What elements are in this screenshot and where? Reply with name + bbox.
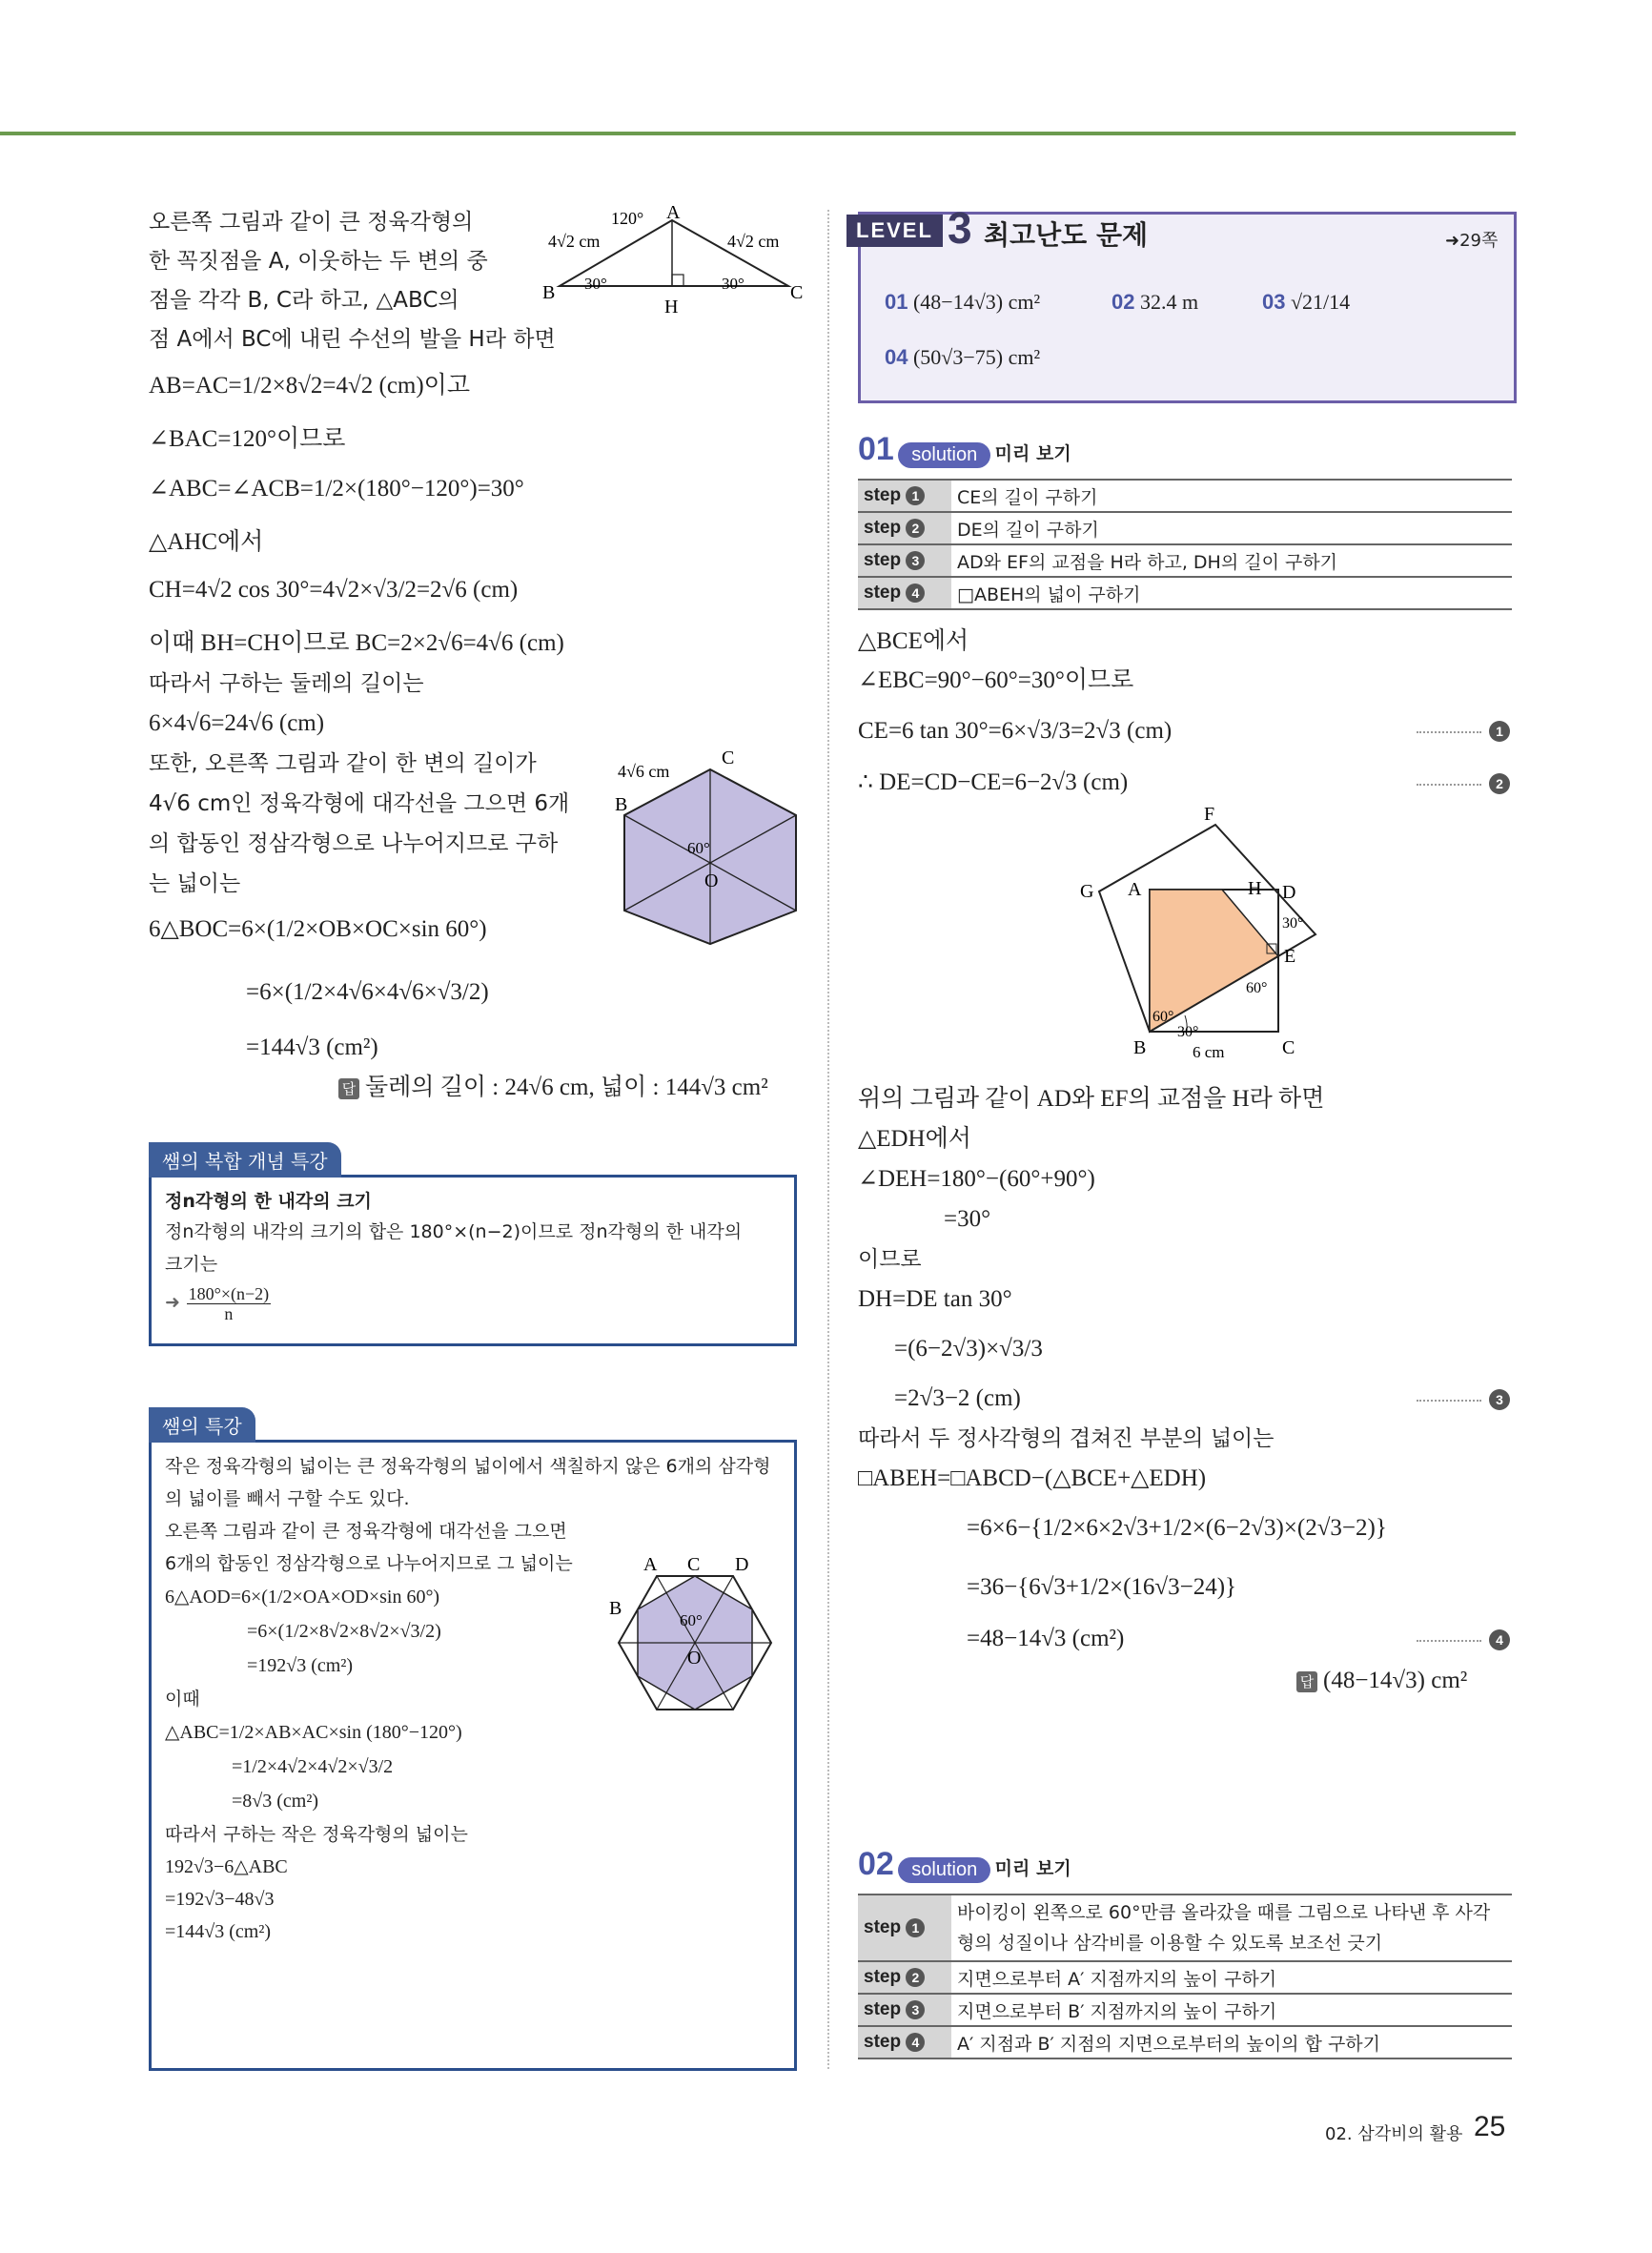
label-c: C	[687, 1557, 701, 1575]
callout-eq: =144√3 (cm²)	[165, 1921, 272, 1942]
callout-eq: 이때	[165, 1689, 200, 1710]
label-angle-30b: 30°	[1177, 1024, 1199, 1040]
eq-perimeter: 6×4√6=24√6 (cm)	[149, 710, 325, 736]
sol1-line2: ∠DEH=180°−(60°+90°)	[858, 1166, 1095, 1192]
hexagon-figure	[615, 748, 806, 949]
callout-eq: =192√3 (cm²)	[247, 1655, 354, 1676]
label-b: B	[542, 282, 556, 303]
level-title: 최고난도 문제	[984, 219, 1149, 251]
sol1-line2: =48−14√3 (cm²)	[967, 1626, 1125, 1651]
intro-line: 한 꼭짓점을 A, 이웃하는 두 변의 중	[149, 249, 488, 274]
sol1-steps	[858, 479, 1512, 610]
label-side: 6 cm	[1193, 1043, 1225, 1061]
callout-formula	[165, 1284, 781, 1323]
label-side-right: 4√2 cm	[727, 232, 780, 251]
callout-eq: =1/2×4√2×4√2×√3/2	[232, 1756, 394, 1777]
frac-num: 180°×(n−2)	[188, 1284, 270, 1303]
callout-body: 정n각형의 내각의 크기의 합은 180°×(n−2)이므로 정n각형의 한 내각의	[165, 1221, 743, 1242]
label-side: 4√6 cm	[618, 762, 670, 781]
answer-03: 03 √21/14	[1262, 290, 1351, 314]
label-b: B	[609, 1598, 622, 1619]
arrow-icon: ➜	[1445, 231, 1460, 251]
callout-title: 정n각형의 한 내각의 크기	[165, 1191, 372, 1212]
squares-figure	[1044, 806, 1330, 1063]
label-angle-30-b: 30°	[584, 275, 607, 293]
intro-line: 점 A에서 BC에 내린 수선의 발을 H라 하면	[149, 327, 556, 352]
callout-eq: △ABC=1/2×AB×AC×sin (180°−120°)	[165, 1722, 462, 1743]
callout-tab: 쌤의 특강	[149, 1407, 255, 1443]
eq-area-1: 6△BOC=6×(1/2×OB×OC×sin 60°)	[149, 916, 487, 942]
callout-body: 의 넓이를 빼서 구할 수도 있다.	[165, 1488, 410, 1509]
eq-area-2: =6×(1/2×4√6×4√6×√3/2)	[246, 979, 489, 1005]
intro2-line: 는 넓이는	[149, 871, 241, 896]
eq-area-3: =144√3 (cm²)	[246, 1034, 378, 1060]
step-row: step 1 바이킹이 왼쪽으로 60°만큼 올라갔을 때를 그림으로 나타낸 후 사각형의 성질이나 삼각비를 이용할 수 있도록 보조선 긋기	[858, 1895, 1512, 1961]
step-row: step 3 지면으로부터 B′ 지점까지의 높이 구하기	[858, 1994, 1512, 2026]
label-angle: 60°	[687, 839, 710, 857]
eq-perimeter-intro: 따라서 구하는 둘레의 길이는	[149, 671, 424, 696]
level-number: 3	[948, 203, 972, 253]
label-c: C	[722, 748, 735, 768]
callout-body: 오른쪽 그림과 같이 큰 정육각형에 대각선을 그으면	[165, 1521, 567, 1542]
sol2-steps	[858, 1894, 1512, 2059]
sol1-line2: =30°	[944, 1206, 991, 1232]
page-number: 25	[1474, 2111, 1506, 2142]
callout-eq: =8√3 (cm²)	[232, 1791, 319, 1812]
sol1-line2: =6×6−{1/2×6×2√3+1/2×(6−2√3)×(2√3−2)}	[967, 1515, 1387, 1541]
label-c: C	[790, 282, 804, 303]
answer-mark-icon: 답	[338, 1078, 359, 1099]
answer-02: 02 32.4 m	[1112, 290, 1199, 314]
column-divider	[827, 210, 829, 2069]
step-row: step 3 AD와 EF의 교점을 H라 하고, DH의 길이 구하기	[858, 544, 1512, 577]
label-a: A	[643, 1557, 658, 1575]
eq-ch: CH=4√2 cos 30°=4√2×√3/2=2√6 (cm)	[149, 577, 519, 603]
label-e: E	[1284, 946, 1296, 967]
right-angle-mark	[672, 275, 683, 286]
sol1-line2: □ABEH=□ABCD−(△BCE+△EDH)	[858, 1465, 1207, 1491]
answer-01: 01 (48−14√3) cm²	[885, 290, 1041, 314]
sol1-line2: =36−{6√3+1/2×(16√3−24)}	[967, 1574, 1237, 1600]
callout-eq: =6×(1/2×8√2×8√2×√3/2)	[247, 1621, 441, 1642]
eq-abc: ∠ABC=∠ACB=1/2×(180°−120°)=30°	[149, 476, 524, 502]
callout-special	[149, 1407, 797, 2071]
sol1-line2: DH=DE tan 30°	[858, 1286, 1012, 1312]
callout-eq: 6△AOD=6×(1/2×OA×OD×sin 60°)	[165, 1587, 440, 1608]
label-angle-30: 30°	[1282, 915, 1304, 932]
intro2-line: 또한, 오른쪽 그림과 같이 한 변의 길이가	[149, 751, 537, 776]
answer-04: 04 (50√3−75) cm²	[885, 345, 1041, 369]
marker-1: 1	[1489, 721, 1510, 742]
marker-4: 4	[1489, 1629, 1510, 1650]
callout-eq: 따라서 구하는 작은 정육각형의 넓이는	[165, 1824, 468, 1845]
label-angle-120: 120°	[611, 209, 644, 228]
step-row: step 1 CE의 길이 구하기	[858, 480, 1512, 512]
step-row: step 2 지면으로부터 A′ 지점까지의 높이 구하기	[858, 1961, 1512, 1994]
intro-line: 점을 각각 B, C라 하고, △ABC의	[149, 288, 459, 313]
marker-2: 2	[1489, 773, 1510, 794]
label-a: A	[666, 205, 681, 223]
eq-bac: ∠BAC=120°이므로	[149, 426, 346, 452]
page-ref: ➜29쪽	[1445, 231, 1499, 251]
frac-den: n	[224, 1304, 234, 1323]
label-b: B	[615, 794, 628, 815]
label-d: D	[1282, 882, 1296, 903]
sol1-line2: △EDH에서	[858, 1126, 971, 1152]
label-o: O	[687, 1648, 702, 1669]
sol1-line2: 위의 그림과 같이 AD와 EF의 교점을 H라 하면	[858, 1086, 1325, 1112]
sol1-answer: 답 (48−14√3) cm²	[1296, 1665, 1467, 1697]
footer-chapter: 02. 삼각비의 활용	[1325, 2124, 1463, 2144]
callout-concept	[149, 1142, 797, 1346]
triangle-figure	[539, 205, 806, 319]
intro-line: 오른쪽 그림과 같이 큰 정육각형의	[149, 210, 474, 235]
label-h: H	[1248, 878, 1262, 899]
label-angle-60b: 60°	[1152, 1009, 1174, 1025]
answer-1	[338, 1072, 768, 1104]
step-row: step 4 A′ 지점과 B′ 지점의 지면으로부터의 높이의 합 구하기	[858, 2026, 1512, 2058]
label-g: G	[1080, 881, 1094, 902]
label-o: O	[704, 870, 719, 891]
intro2-line: 4√6 cm인 정육각형에 대각선을 그으면 6개	[149, 791, 570, 816]
label-b: B	[1133, 1037, 1147, 1058]
top-rule	[0, 132, 1516, 135]
label-c: C	[1282, 1037, 1295, 1058]
sol1-line: △BCE에서	[858, 628, 969, 654]
answer-mark-icon: 답	[1296, 1671, 1317, 1692]
sol1-line2: 이므로	[858, 1247, 922, 1272]
label-angle-30-c: 30°	[722, 275, 744, 293]
label-f: F	[1204, 806, 1215, 825]
sol1-line2: =(6−2√3)×√3/3	[894, 1336, 1043, 1362]
label-h: H	[664, 297, 679, 317]
sol1-header: 01 solution 미리 보기	[858, 431, 1071, 467]
step-row: step 2 DE의 길이 구하기	[858, 512, 1512, 544]
level-tab: LEVEL	[846, 215, 943, 247]
callout-body: 작은 정육각형의 넓이는 큰 정육각형의 넓이에서 색칠하지 않은 6개의 삼각형	[165, 1456, 771, 1477]
label-angle: 60°	[680, 1611, 703, 1629]
eq-ahc: △AHC에서	[149, 529, 264, 555]
label-side-left: 4√2 cm	[548, 232, 601, 251]
sol1-line2: 따라서 두 정사각형의 겹쳐진 부분의 넓이는	[858, 1426, 1275, 1451]
answer-text: 둘레의 길이 : 24√6 cm, 넓이 : 144√3 cm²	[365, 1075, 768, 1100]
callout-eq: =192√3−48√3	[165, 1889, 275, 1910]
hexagon-figure-2	[609, 1557, 781, 1719]
step-row: step 4 □ABEH의 넓이 구하기	[858, 577, 1512, 609]
arrow-icon: ➜	[165, 1292, 180, 1313]
eq-bc: 이때 BH=CH이므로 BC=2×2√6=4√6 (cm)	[149, 630, 564, 656]
intro2-line: 의 합동인 정삼각형으로 나누어지므로 구하	[149, 831, 559, 856]
callout-tab: 쌤의 복합 개념 특강	[149, 1142, 341, 1178]
callout-body: 6개의 합동인 정삼각형으로 나누어지므로 그 넓이는	[165, 1553, 573, 1574]
label-a: A	[1128, 879, 1142, 900]
callout-body: 크기는	[165, 1254, 218, 1275]
sol2-header: 02 solution 미리 보기	[858, 1846, 1071, 1882]
sol1-line2: =2√3−2 (cm)	[894, 1385, 1021, 1411]
marker-3: 3	[1489, 1389, 1510, 1410]
callout-eq: 192√3−6△ABC	[165, 1856, 288, 1877]
sol1-line: ∴ DE=CD−CE=6−2√3 (cm)	[858, 769, 1129, 795]
sol1-line: CE=6 tan 30°=6×√3/3=2√3 (cm)	[858, 718, 1173, 744]
eq-ab-ac: AB=AC=1/2×8√2=4√2 (cm)이고	[149, 373, 470, 399]
sol1-line: ∠EBC=90°−60°=30°이므로	[858, 667, 1134, 693]
label-angle-60a: 60°	[1246, 980, 1268, 996]
label-d: D	[735, 1557, 749, 1575]
